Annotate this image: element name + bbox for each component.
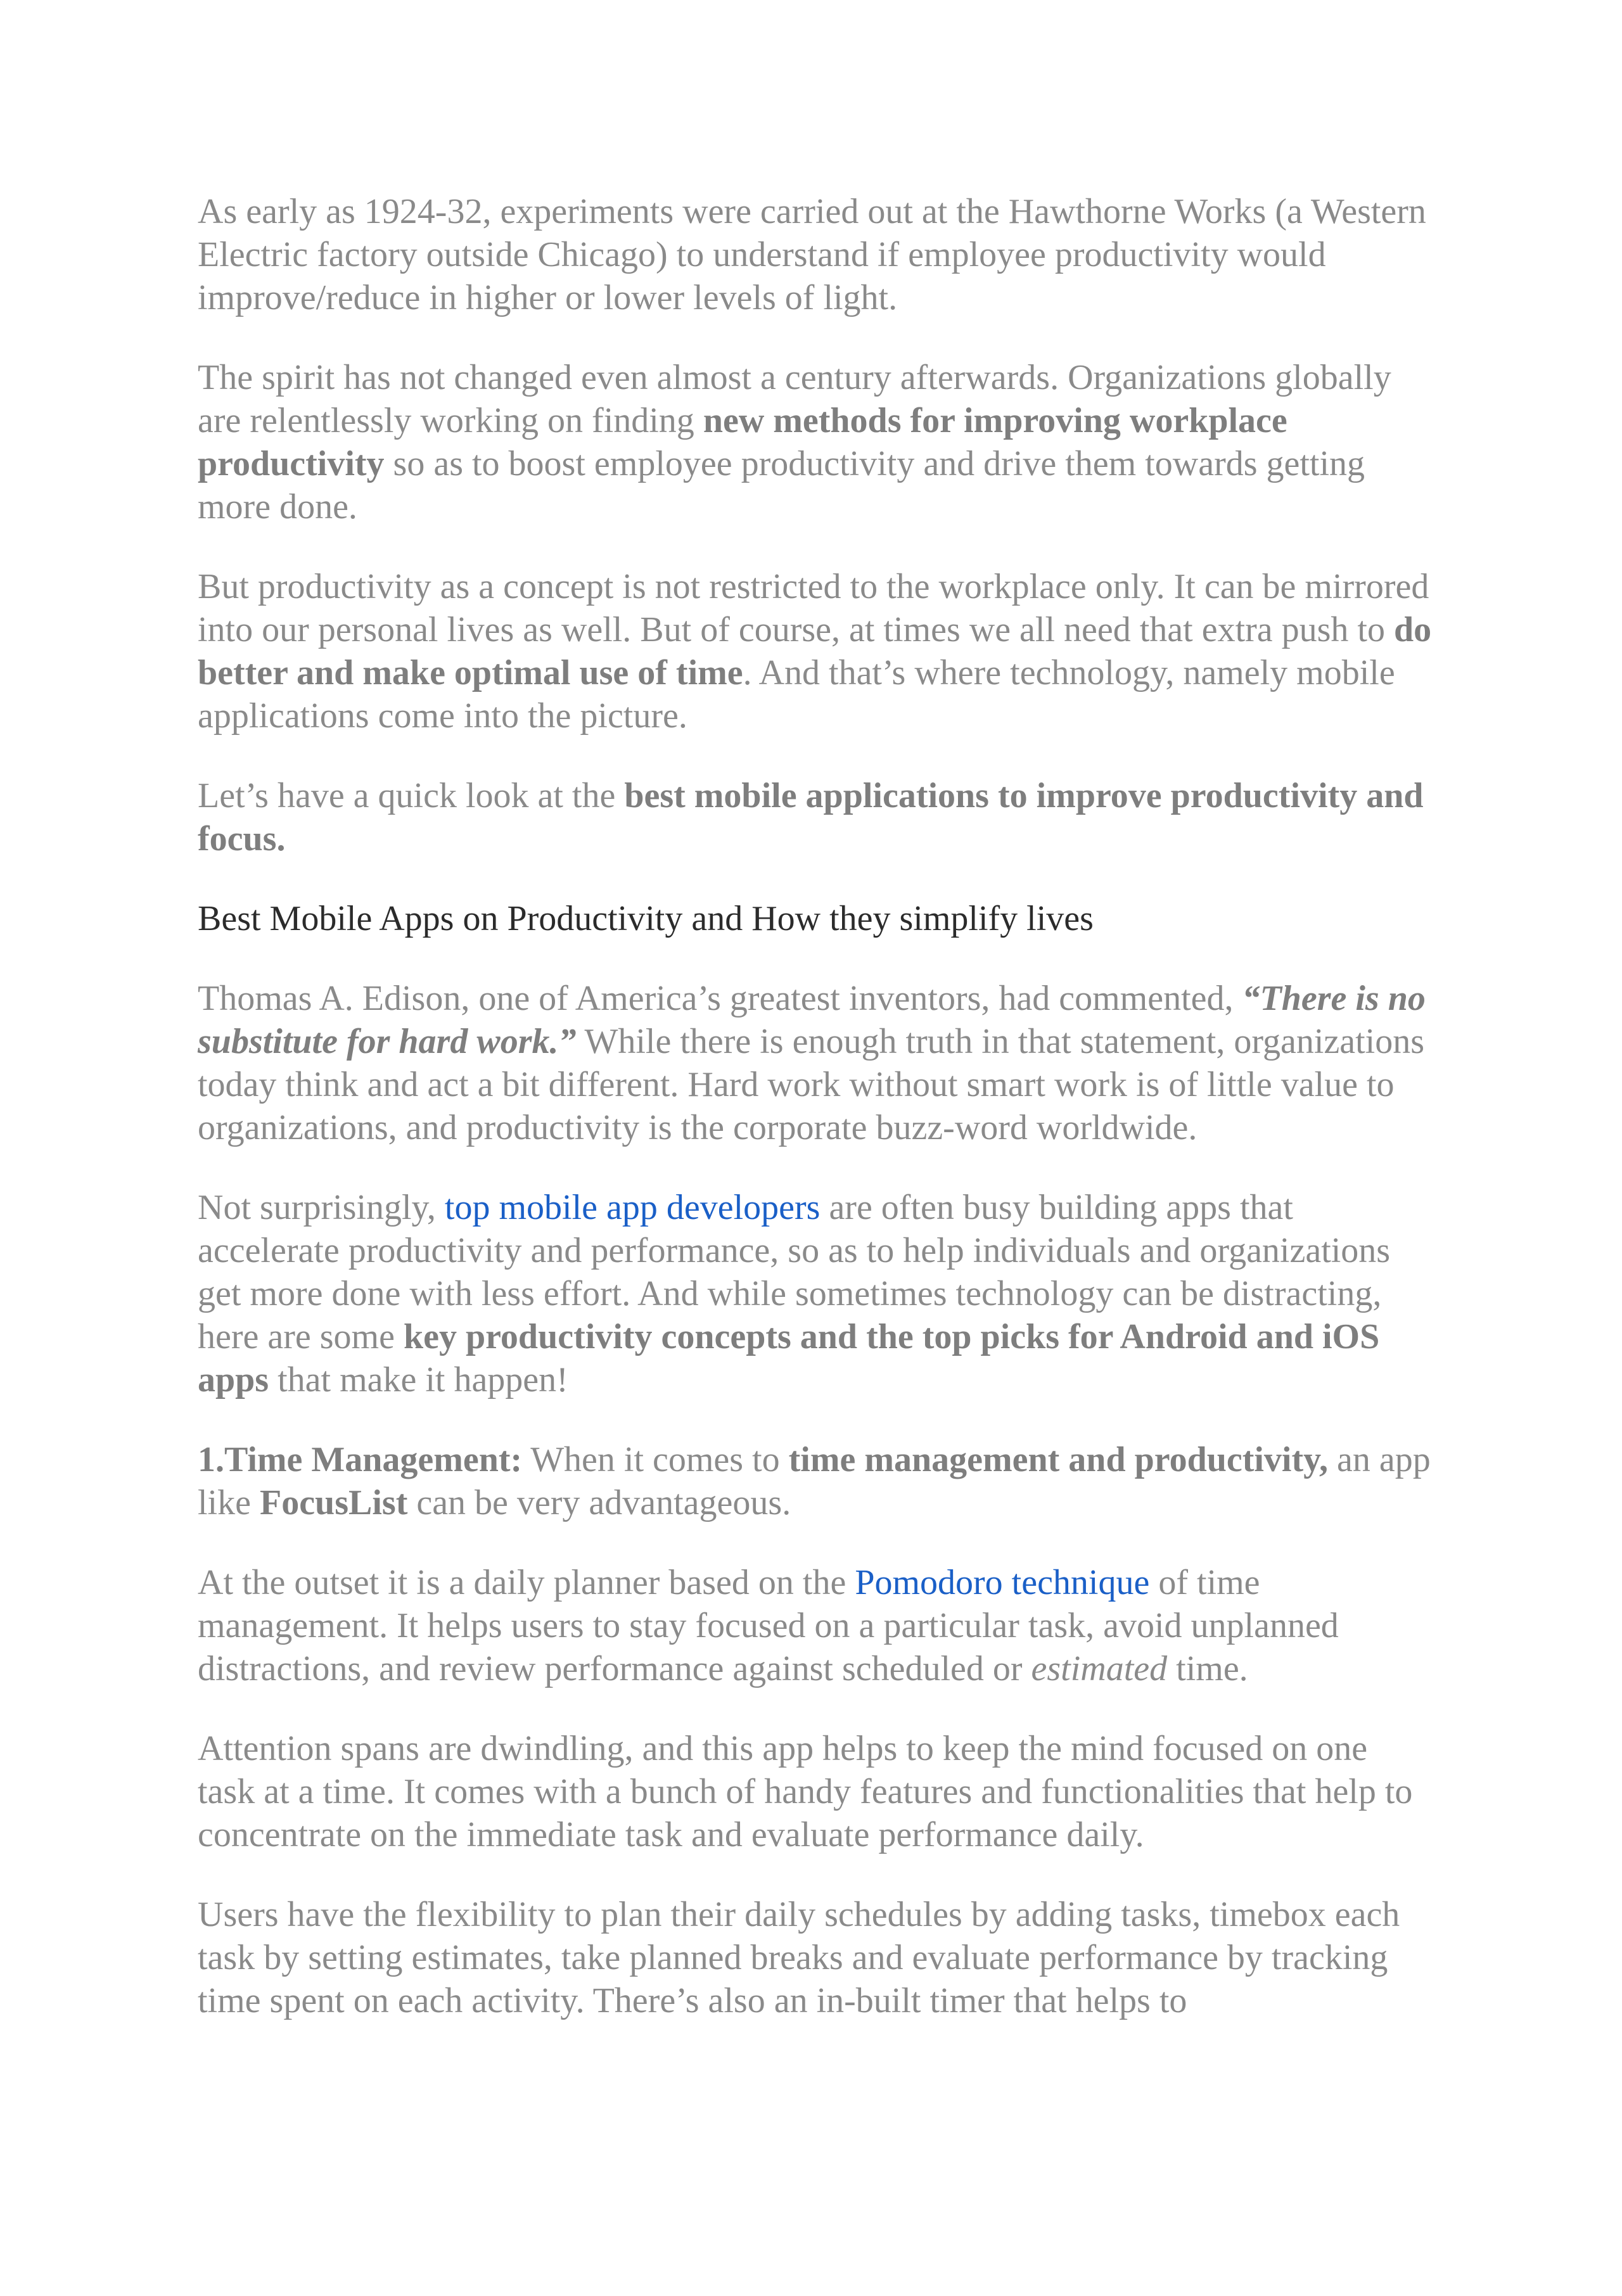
bold-phrase: do better and make optimal use of time: [198, 610, 1432, 692]
paragraph-time-management: [198, 1438, 1433, 1524]
paragraph-text: While there is enough truth in that statement, organizations today think and act a bit different. Hard work without smart work is of little value to organizations, and productivity is the corporate buzz-word worldwide.: [198, 1022, 1425, 1147]
bold-phrase: time management and productivity,: [788, 1440, 1329, 1479]
paragraph-text: But productivity as a concept is not restricted to the workplace only. It can be mirrored into our personal lives as well. But of course, at times we all need that extra push to: [198, 567, 1429, 649]
quote-phrase: “There is no substitute for hard work.”: [198, 979, 1426, 1061]
paragraph-text: Attention spans are dwindling, and this app helps to keep the mind focused on one task at a time. It comes with a bunch of handy features and functionalities that help to concentrate on the immediate task and evaluate performance daily.: [198, 1729, 1413, 1854]
section-heading: Best Mobile Apps on Productivity and How they simplify lives: [198, 899, 1094, 938]
paragraph-hawthorne: [198, 190, 1433, 319]
paragraph-text: of time management. It helps users to stay focused on a particular task, avoid unplanned distractions, and review performance against scheduled or: [198, 1563, 1339, 1688]
paragraph-attention-spans: [198, 1727, 1433, 1856]
italic-word: estimated: [1031, 1649, 1168, 1688]
paragraph-text: so as to boost employee productivity and drive them towards getting more done.: [198, 444, 1365, 526]
paragraph-text: . And that’s where technology, namely mobile applications come into the picture.: [198, 653, 1395, 736]
paragraph-text: Not surprisingly,: [198, 1188, 445, 1227]
paragraph-text: When it comes to: [522, 1440, 789, 1479]
paragraph-text: can be very advantageous.: [407, 1483, 791, 1522]
paragraph-pomodoro: [198, 1561, 1433, 1690]
document-page: [198, 190, 1433, 2059]
paragraph-text: Let’s have a quick look at the: [198, 776, 625, 815]
paragraph-text: that make it happen!: [269, 1360, 568, 1400]
paragraph-text: time.: [1167, 1649, 1248, 1688]
paragraph-text: Thomas A. Edison, one of America’s greatest inventors, had commented,: [198, 979, 1242, 1018]
app-name: FocusList: [259, 1483, 408, 1522]
paragraph-text: The spirit has not changed even almost a century afterwards. Organizations globally are relentlessly working on finding: [198, 358, 1391, 440]
paragraph-text: are often busy building apps that accelerate productivity and performance, so as to help individuals and organizations get more done with less effort. And while sometimes technology can be distracting, here are some: [198, 1188, 1391, 1356]
top-mobile-app-developers-link[interactable]: top mobile app developers: [444, 1188, 821, 1227]
paragraph-quick-look: [198, 774, 1433, 860]
paragraph-edison: [198, 977, 1433, 1149]
paragraph-text: As early as 1924-32, experiments were carried out at the Hawthorne Works (a Western Electric factory outside Chicago) to understand if employee productivity would improve/reduce in higher or lower levels of light.: [198, 192, 1426, 317]
paragraph-text: an app like: [198, 1440, 1431, 1522]
bold-phrase: best mobile applications to improve productivity and focus.: [198, 776, 1424, 858]
pomodoro-technique-link[interactable]: Pomodoro technique: [855, 1563, 1150, 1602]
section-label: 1.Time Management:: [198, 1440, 523, 1479]
paragraph-spirit: [198, 356, 1433, 528]
paragraph-flexibility: [198, 1893, 1433, 2022]
bold-phrase: new methods for improving workplace productivity: [198, 401, 1287, 483]
bold-phrase: key productivity concepts and the top picks for Android and iOS apps: [198, 1317, 1380, 1400]
paragraph-text: Users have the flexibility to plan their daily schedules by adding tasks, timebox each task by setting estimates, take planned breaks and evaluate performance by tracking time spent on each activity. There’s also an in-built timer that helps to: [198, 1895, 1400, 2020]
paragraph-personal-productivity: [198, 565, 1433, 737]
paragraph-text: At the outset it is a daily planner based on the: [198, 1563, 855, 1602]
paragraph-developers: [198, 1186, 1433, 1401]
